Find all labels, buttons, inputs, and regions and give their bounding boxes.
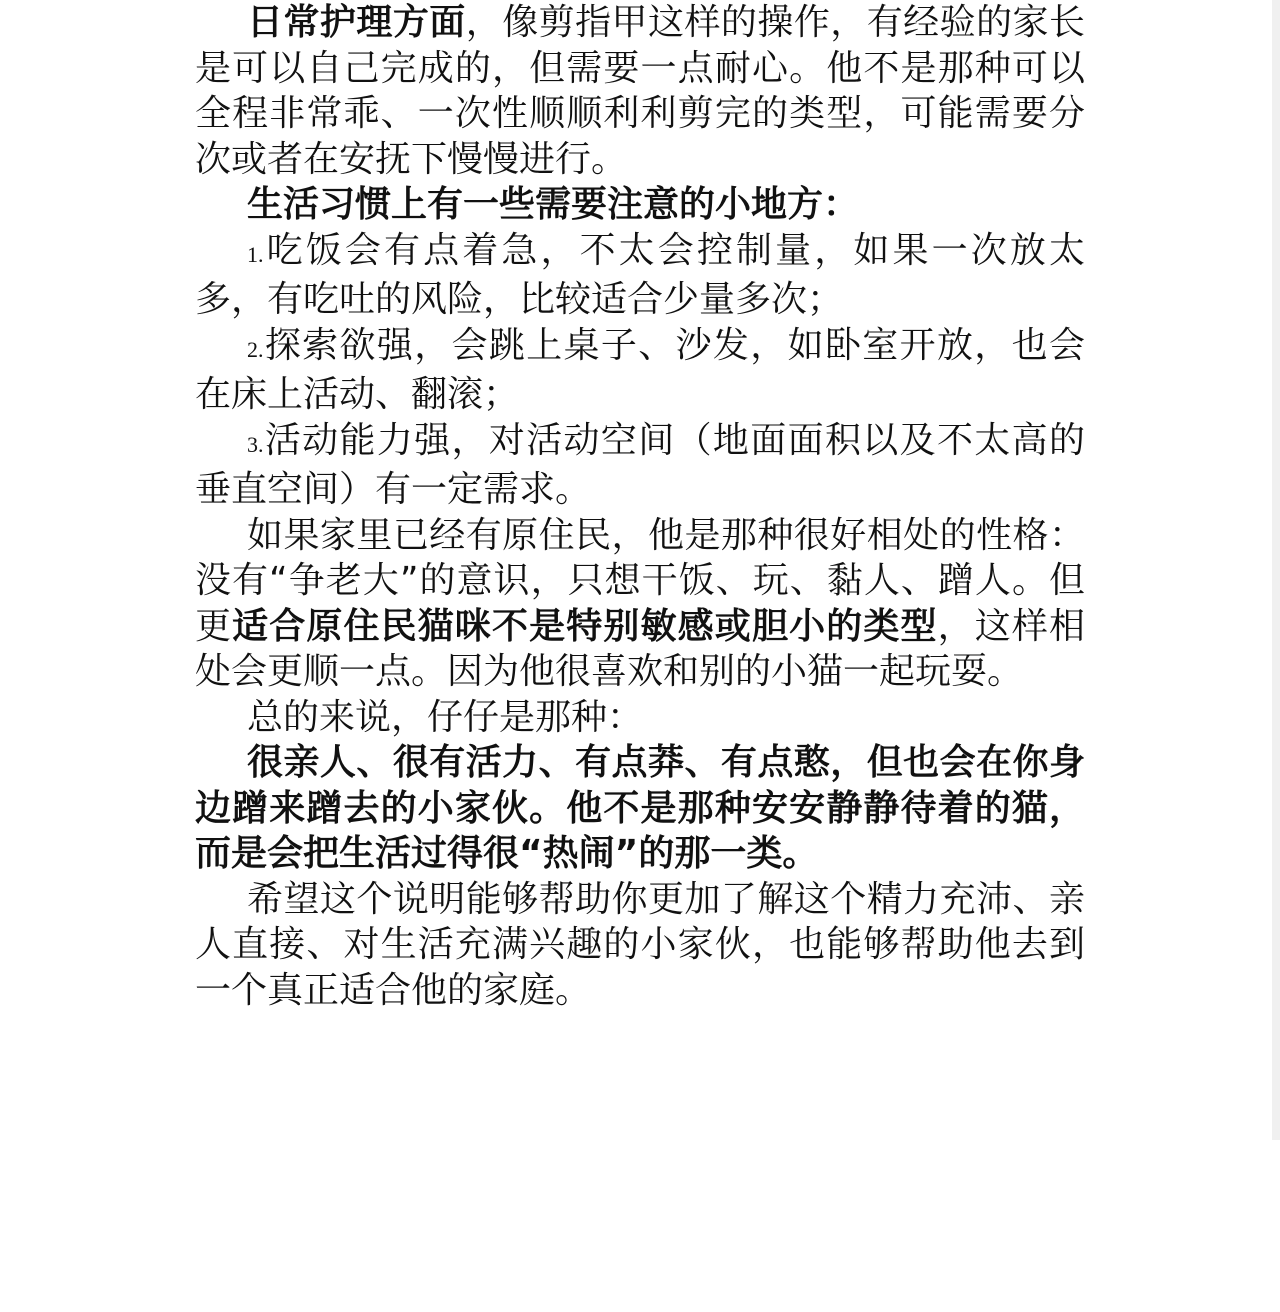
summary-bold: 很亲人、很有活力、有点莽、有点憨，但也会在你身边蹭来蹭去的小家伙。他不是那种安安静静待着的猫，而是会把生活过得很“热闹”的那一类。 xyxy=(195,742,1085,874)
scrollbar-track[interactable] xyxy=(1272,0,1280,1140)
summary-intro: 总的来说，仔仔是那种： xyxy=(247,696,644,738)
residents-text-2: ，这样相处会更顺一点。因为他很喜欢和别的小猫一起玩耍。 xyxy=(195,605,1085,692)
habit-text: 活动能力强，对活动空间（地面面积以及不太高的垂直空间）有一定需求。 xyxy=(195,419,1085,510)
habit-item-3 xyxy=(195,418,1085,513)
habit-number: 3. xyxy=(247,431,264,457)
paragraph-care xyxy=(195,0,1085,182)
residents-text-1: 如果家里已经有原住民，他是那种很好相处的性格：没有“争老大”的意识，只想干饭、玩、黏人、蹭人。但更 xyxy=(195,514,1085,647)
habits-heading: 生活习惯上有一些需要注意的小地方： xyxy=(247,184,860,225)
paragraph-closing: 希望这个说明能够帮助你更加了解这个精力充沛、亲人直接、对生活充满兴趣的小家伙，也能够帮助他去到一个真正适合他的家庭。 xyxy=(195,878,1085,1011)
habit-text: 吃饭会有点着急，不太会控制量，如果一次放太多，有吃吐的风险，比较适合少量多次； xyxy=(195,229,1085,320)
habit-item-2 xyxy=(195,323,1085,418)
habit-number: 1. xyxy=(247,241,264,267)
care-lead: 日常护理方面 xyxy=(247,2,466,43)
paragraph-residents xyxy=(195,513,1085,695)
habit-number: 2. xyxy=(247,336,264,362)
care-text: ，像剪指甲这样的操作，有经验的家长是可以自己完成的，但需要一点耐心。他不是那种可以全程非常乖、一次性顺顺利利剪完的类型，可能需要分次或者在安抚下慢慢进行。 xyxy=(195,2,1085,180)
habit-text: 探索欲强，会跳上桌子、沙发，如卧室开放，也会在床上活动、翻滚； xyxy=(195,324,1085,415)
residents-bold: 适合原住民猫咪不是特别敏感或胆小的类型 xyxy=(232,605,938,647)
document-body xyxy=(195,0,1085,1013)
habit-item-1 xyxy=(195,228,1085,323)
